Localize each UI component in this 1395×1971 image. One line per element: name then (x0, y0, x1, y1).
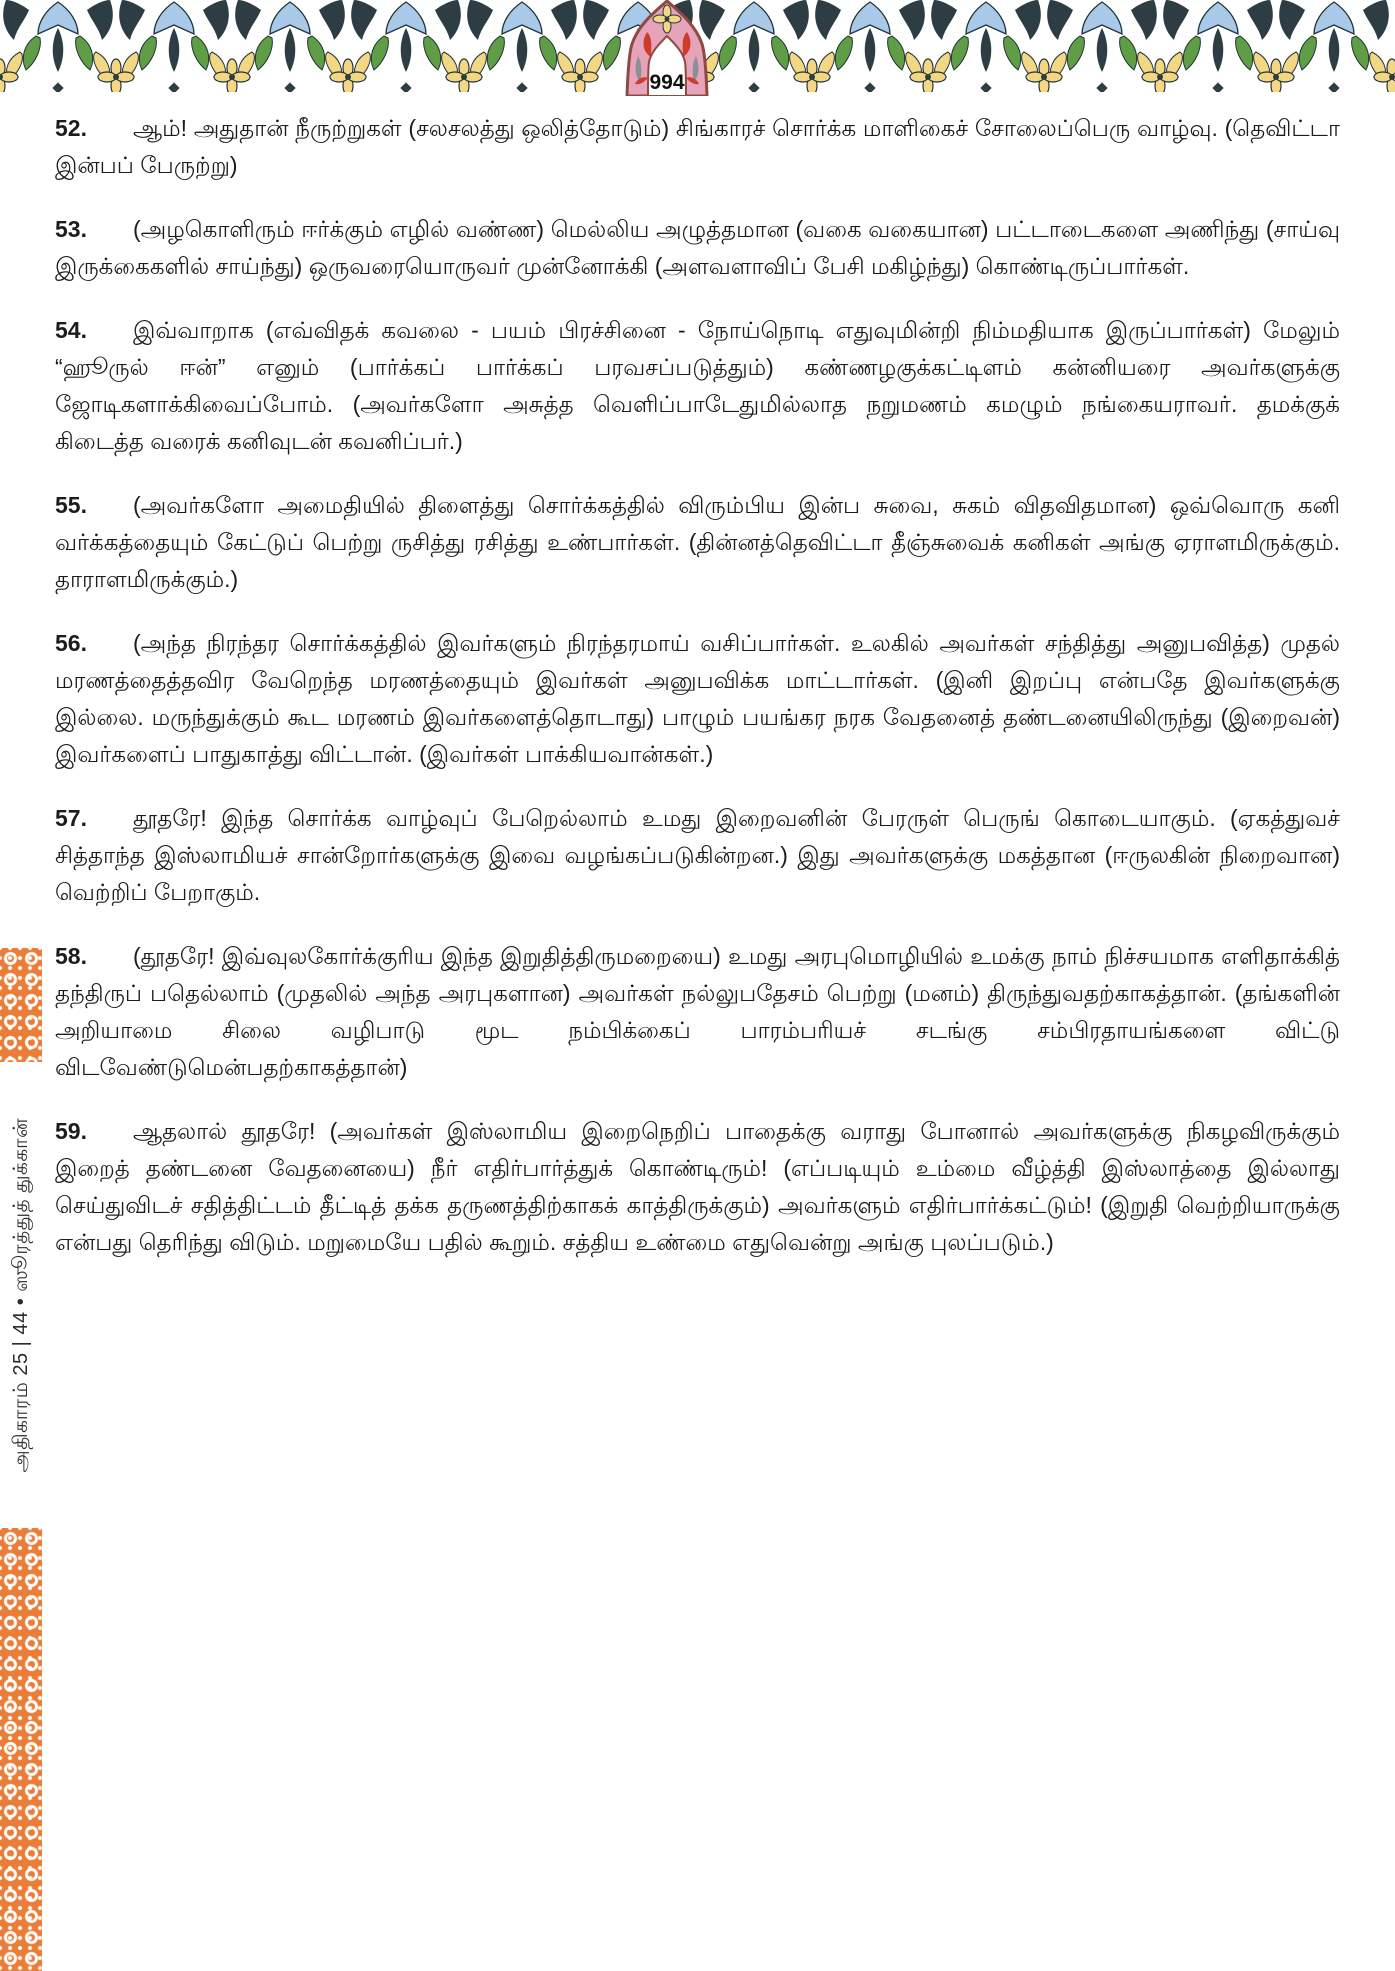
verse-number: 52. (55, 115, 87, 141)
verse-text: (அழகொளிரும் ஈர்க்கும் எழில் வண்ண) மெல்லிய அழுத்தமான (வகை வகையான) பட்டாடைகளை அணிந்து (சாய்வு இருக்கைகளில் சாய்ந்து) ஒருவரையொருவர் முன்னோக்கி (அளவளாவிப் பேசி மகிழ்ந்து) கொண்டிருப்பார்கள். (55, 216, 1340, 279)
verse-paragraph (55, 938, 1340, 1086)
sidebar-lace-ornament-bottom (0, 1528, 42, 1971)
verse-paragraph (55, 110, 1340, 184)
spine-chapter-label: அதிகாரம் 25 | 44 • ஸூரத்துத் துக்கான் (10, 1117, 32, 1473)
verse-paragraph (55, 625, 1340, 773)
verse-text: தூதரே! இந்த சொர்க்க வாழ்வுப் பேறெல்லாம் உமது இறைவனின் பேரருள் பெருங் கொடையாகும். (ஏகத்துவச் சித்தாந்த இஸ்லாமியச் சான்றோர்களுக்கு இவை வழங்கப்படுகின்றன.) இது அவர்களுக்கு மகத்தான (ஈருலகின் நிறைவான) வெற்றிப் பேறாகும். (55, 805, 1340, 905)
verse-text: (அவர்களோ அமைதியில் திளைத்து சொர்க்கத்தில் விரும்பிய இன்ப சுவை, சுகம் விதவிதமான) ஒவ்வொரு கனி வர்க்கத்தையும் கேட்டுப் பெற்று ருசித்து ரசித்து உண்பார்கள். (தின்னத்தெவிட்டா தீஞ்சுவைக் கனிகள் அங்கு ஏராளமிருக்கும். தாராளமிருக்கும்.) (55, 492, 1340, 592)
verse-number: 57. (55, 805, 87, 831)
verse-paragraph (55, 312, 1340, 460)
sidebar-spine (0, 1062, 42, 1528)
page-number-cartouche (602, 0, 732, 96)
verse-number: 53. (55, 216, 87, 242)
verse-paragraph (55, 1113, 1340, 1261)
verse-number: 55. (55, 492, 87, 518)
verse-text: ஆம்! அதுதான் நீருற்றுகள் (சலசலத்து ஒலித்தோடும்) சிங்காரச் சொர்க்க மாளிகைச் சோலைப்பெரு வாழ்வு. (தெவிட்டா இன்பப் பேருற்று) (55, 115, 1340, 178)
verse-paragraph (55, 800, 1340, 911)
verse-paragraph (55, 211, 1340, 285)
verse-number: 56. (55, 630, 87, 656)
verse-paragraph (55, 487, 1340, 598)
verse-text: இவ்வாறாக (எவ்விதக் கவலை - பயம் பிரச்சினை - நோய்நொடி எதுவுமின்றி நிம்மதியாக இருப்பார்கள்) மேலும் “ஹூருல் ஈன்” எனும் (பார்க்கப் பார்க்கப் பரவசப்படுத்தும்) கண்ணழகுக்கட்டிளம் கன்னியரை அவர்களுக்கு ஜோடிகளாக்கிவைப்போம். (அவர்களோ அசுத்த வெளிப்பாடேதுமில்லாத நறுமணம் கமழும் நங்கையராவர். தமக்குக் கிடைத்த வரைக் கனிவுடன் கவனிப்பர்.) (55, 317, 1340, 454)
verse-list (55, 110, 1340, 1288)
verse-number: 54. (55, 317, 87, 343)
verse-number: 59. (55, 1118, 87, 1144)
verse-number: 58. (55, 943, 87, 969)
sidebar-lace-ornament-top (0, 948, 42, 1062)
page-number: 994 (649, 71, 685, 94)
verse-text: (தூதரே! இவ்வுலகோர்க்குரிய இந்த இறுதித்திருமறையை) உமது அரபுமொழியில் உமக்கு நாம் நிச்சயமாக எளிதாக்கித் தந்திருப் பதெல்லாம் (முதலில் அந்த அரபுகளான) அவர்கள் நல்லுபதேசம் பெற்று (மனம்) திருந்துவதற்காகத்தான். (தங்களின் அறியாமை சிலை வழிபாடு மூட நம்பிக்கைப் பாரம்பரியச் சடங்கு சம்பிரதாயங்களை விட்டு விடவேண்டுமென்பதற்காகத்தான்) (55, 943, 1340, 1080)
verse-text: (அந்த நிரந்தர சொர்க்கத்தில் இவர்களும் நிரந்தரமாய் வசிப்பார்கள். உலகில் அவர்கள் சந்தித்து அனுபவித்த) முதல் மரணத்தைத்தவிர வேறெந்த மரணத்தையும் இவர்கள் அனுபவிக்க மாட்டார்கள். (இனி இறப்பு என்பதே இவர்களுக்கு இல்லை. மருந்துக்கும் கூட மரணம் இவர்களைத்தொடாது) பாழும் பயங்கர நரக வேதனைத் தண்டனையிலிருந்து (இறைவன்) இவர்களைப் பாதுகாத்து விட்டான். (இவர்கள் பாக்கியவான்கள்.) (55, 630, 1340, 767)
verse-text: ஆதலால் தூதரே! (அவர்கள் இஸ்லாமிய இறைநெறிப் பாதைக்கு வராது போனால் அவர்களுக்கு நிகழவிருக்கும் இறைத் தண்டனை வேதனையை) நீர் எதிர்பார்த்துக் கொண்டிரும்! (எப்படியும் உம்மை வீழ்த்தி இஸ்லாத்தை இல்லாது செய்துவிடச் சதித்திட்டம் தீட்டித் தக்க தருணத்திற்காகக் காத்திருக்கும்) அவர்களும் எதிர்பார்க்கட்டும்! (இறுதி வெற்றியாருக்கு என்பது தெரிந்து விடும். மறுமையே பதில் கூறும். சத்திய உண்மை எதுவென்று அங்கு புலப்படும்.) (55, 1118, 1340, 1255)
